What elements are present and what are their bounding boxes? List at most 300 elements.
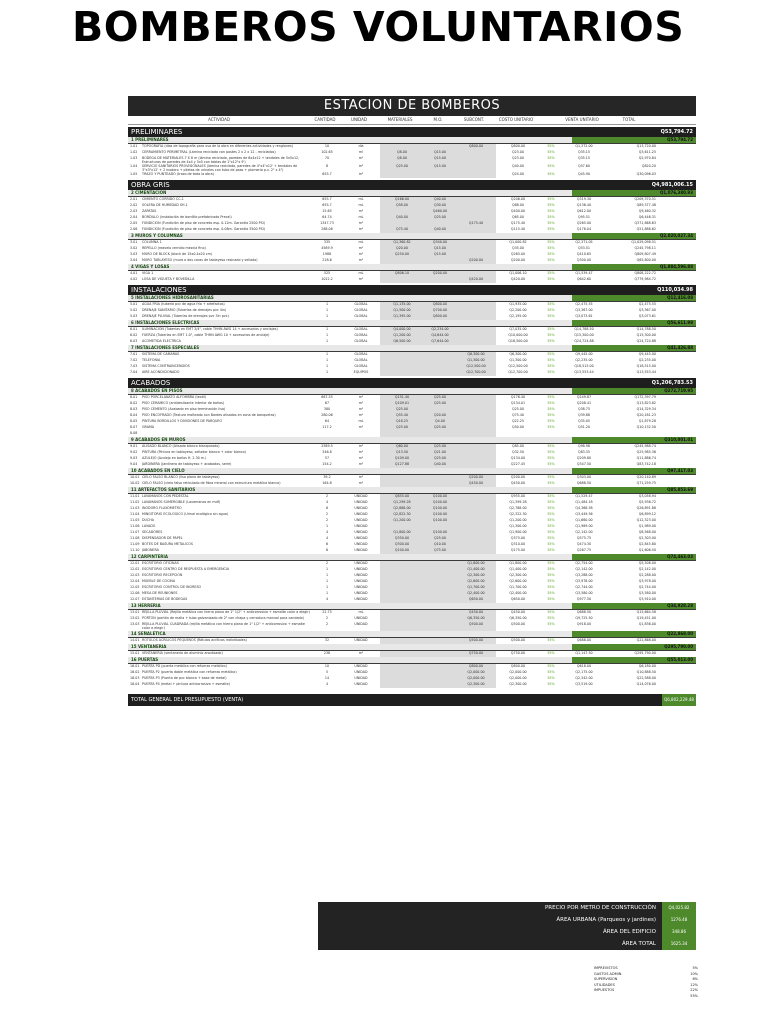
table-cell: Q13.50 xyxy=(380,450,424,456)
table-cell: Q35.15 xyxy=(577,150,591,154)
table-cell: 4.02 xyxy=(130,277,138,282)
table-cell: 55% xyxy=(547,333,555,338)
table-cell: GRAMA xyxy=(142,425,155,430)
table-cell: Q500.00 xyxy=(456,638,496,644)
table-cell: PUERTA PD (puerta metálica con refuerzo metálico) xyxy=(142,663,227,668)
table-cell: 55% xyxy=(547,364,555,369)
table-cell: Q172,397.79 xyxy=(634,395,656,400)
table-cell: Q25,985.36 xyxy=(636,450,656,455)
table-cell: Q375.00 xyxy=(510,536,526,541)
table-cell: 55% xyxy=(547,450,555,455)
table-cell: UNIDAD xyxy=(354,561,368,566)
table-cell: Q65,800.00 xyxy=(636,258,656,263)
table-cell: Q14,788.50 xyxy=(636,327,656,332)
table-cell: Q8.00 xyxy=(380,150,424,156)
table-cell: Q75.40 xyxy=(511,413,525,418)
summary-row xyxy=(318,938,696,950)
table-cell: 11.05 xyxy=(130,518,140,523)
table-cell: 55% xyxy=(547,352,555,357)
table-cell: Q151.40 xyxy=(380,395,424,401)
table-cell: Q1,935.00 xyxy=(509,302,527,307)
table-cell: Q250.00 xyxy=(380,252,424,258)
column-header: MATERIALES xyxy=(387,117,413,122)
table-cell: 9.02 xyxy=(130,450,138,455)
table-cell: 55% xyxy=(547,573,555,578)
table-cell: Q15,664.58 xyxy=(636,610,656,615)
table-cell: 55% xyxy=(547,610,555,615)
table-cell: 8 xyxy=(325,164,329,169)
table-cell: Q4,000.00 xyxy=(380,327,424,333)
table-cell: Q642.60 xyxy=(576,277,592,282)
table-cell: 288.08 xyxy=(321,227,333,232)
column-headers xyxy=(128,116,696,125)
table-cell: m³ xyxy=(358,209,364,214)
table-cell: 1.01 xyxy=(130,144,138,148)
table-cell: SISTEMA DE CAMARAS xyxy=(142,352,180,357)
section-name: OBRA GRIS xyxy=(131,181,170,190)
table-cell: Q1,700.00 xyxy=(509,585,527,590)
table-cell: Q40.00 xyxy=(511,164,525,169)
table-cell: 4 xyxy=(325,530,329,535)
table-cell: m² xyxy=(358,164,364,169)
table-cell: Q9,445.00 xyxy=(575,352,593,357)
table-cell: 7.03 xyxy=(130,364,138,369)
table-cell: UNIDAD xyxy=(354,506,368,511)
table-cell: Q65.00 xyxy=(511,215,525,220)
table-cell: 55% xyxy=(547,567,555,572)
percentage-value: 55% xyxy=(690,993,698,998)
table-cell: ESCRITORIO OFICINAS xyxy=(142,561,179,566)
table-cell: Q26,891.88 xyxy=(636,506,656,511)
table-cell: 55% xyxy=(547,240,555,245)
table-cell: 55% xyxy=(547,258,555,263)
table-cell: Q2,300.00 xyxy=(509,573,527,578)
table-cell: CIELO FALSO BLANCO (liso plano de tablayeso) xyxy=(142,475,220,480)
table-cell: Q83.35 xyxy=(577,450,591,455)
table-cell: Q420.00 xyxy=(510,277,526,282)
table-cell: 12.02 xyxy=(130,567,140,572)
table-cell: Q24.00 xyxy=(511,172,525,177)
table-cell: 8.03 xyxy=(130,407,138,412)
table-cell: Q1,300.00 xyxy=(509,524,527,529)
table-cell: Q115.40 xyxy=(510,227,526,232)
table-cell xyxy=(424,277,456,283)
table-cell: Q208.41 xyxy=(576,401,592,406)
section-name: PRELIMINARES xyxy=(131,128,183,136)
table-cell xyxy=(380,622,424,630)
table-cell xyxy=(380,370,424,376)
table-cell: 55% xyxy=(547,622,555,627)
table-cell: Q9,460.32 xyxy=(638,209,656,214)
table-cell: Q820.20 xyxy=(641,164,656,169)
table-cell xyxy=(456,156,496,164)
table-cell: 1.03 xyxy=(130,156,138,160)
grand-total-label: TOTAL GENERAL DEL PRESUPUESTO (VENTA) xyxy=(131,696,244,703)
section-total: Q53,794.72 xyxy=(660,129,693,135)
table-cell: 55% xyxy=(547,425,555,430)
table-cell: Q25.00 xyxy=(424,456,456,462)
table-cell: Q2,195.00 xyxy=(509,314,527,319)
table-cell: Q977.50 xyxy=(576,597,592,602)
table-cell: Q88.00 xyxy=(511,203,525,208)
table-cell: Q89,377.48 xyxy=(636,203,656,208)
table-cell: UNIDAD xyxy=(354,637,368,642)
subsection-total: Q85,853.69 xyxy=(572,487,696,493)
table-cell: Q5,508.00 xyxy=(638,561,656,566)
table-cell: Q2,235.00 xyxy=(638,358,656,363)
summary-row xyxy=(318,914,696,926)
table-cell: 39.2 xyxy=(323,475,331,480)
table-cell: 64.74 xyxy=(322,215,332,220)
table-cell: 5.02 xyxy=(130,308,138,313)
table-cell: Q15.00 xyxy=(424,246,456,252)
table-cell: UNIDAD xyxy=(354,500,368,505)
table-cell: CIMIENTO CORRIDO CC-1 xyxy=(142,197,184,202)
table-cell: CERRAMIENTO PERIMETRAL (Lámina reciclada con postes 2 x 2 x 12 - reciclados) xyxy=(142,150,276,154)
table-cell: Q25.00 xyxy=(424,395,456,401)
table-cell: 12.07 xyxy=(130,597,140,602)
table-cell: Q20.00 xyxy=(380,246,424,252)
table-cell: 55% xyxy=(547,524,555,529)
table-cell: 55% xyxy=(547,413,555,418)
table-cell: TOPOGRAFIA (días de topografía para uso de la obra en diferentes actividades y renglones) xyxy=(142,144,294,148)
table-cell: Q11,886.74 xyxy=(636,456,656,461)
table-cell: Q267.75 xyxy=(576,548,592,553)
percentage-value: 10% xyxy=(690,971,698,976)
table-cell: Q800.00 xyxy=(424,314,456,320)
table-cell: Q20.00 xyxy=(424,413,456,419)
table-cell: GLOBAL xyxy=(354,358,368,363)
table-cell: Q800.00 xyxy=(510,663,526,668)
table-cell: UNIDAD xyxy=(354,542,368,547)
table-cell: Q1,299.28 xyxy=(380,500,424,506)
table-cell: 7.01 xyxy=(130,352,138,357)
table-cell: Q30.00 xyxy=(424,203,456,209)
table-cell: Q25.00 xyxy=(511,407,525,412)
table-cell: 64 xyxy=(324,419,330,424)
table-cell: 164.8 xyxy=(322,481,332,486)
percentage-label: GASTOS ADMIN. xyxy=(594,971,623,976)
table-cell: Q955.00 xyxy=(510,494,526,499)
table-cell: FUNDICION (Fundición de piso de concreto esp. 0.08m. Garantía 3500 PSI) xyxy=(142,227,265,232)
table-cell: Q1,300.00 xyxy=(509,358,527,363)
table-cell: 55% xyxy=(547,302,555,307)
table-cell: 55% xyxy=(547,456,555,461)
table-cell: Q109.01 xyxy=(380,401,424,407)
table-cell: DUCHA xyxy=(142,518,154,523)
table-cell: Q2,142.00 xyxy=(638,567,656,572)
table-cell: Q95.51 xyxy=(577,215,591,220)
table-cell: 55% xyxy=(547,518,555,523)
table-cell: 55% xyxy=(547,164,555,169)
table-cell: 55% xyxy=(547,277,555,282)
table-cell: Q750.00 xyxy=(510,650,526,655)
table-cell: 55% xyxy=(547,681,555,686)
table-cell: UNIDAD xyxy=(354,579,368,584)
table-cell: Q83,742.18 xyxy=(636,462,656,467)
table-row xyxy=(128,682,696,688)
table-cell: BORDILLO (instalación de bordillo prefabricado Precal) xyxy=(142,215,232,220)
table-cell: VIGA 1 xyxy=(142,271,154,276)
table-cell: 55% xyxy=(547,475,555,480)
table-cell: VENTANERIA (ventanería de aluminio anodizado) xyxy=(142,650,223,655)
table-cell: Q3,580.00 xyxy=(575,591,593,596)
table-cell: Q1,500.00 xyxy=(380,308,424,314)
subsection-total: Q12,416.08 xyxy=(572,295,696,301)
table-cell: Q15,300.00 xyxy=(636,333,656,338)
table-cell: 5 xyxy=(325,669,329,674)
table-cell: Q7,035.00 xyxy=(509,327,527,332)
table-cell: Q23.00 xyxy=(511,150,525,154)
table-cell: 32 xyxy=(324,637,330,642)
table-cell: Q3,449.56 xyxy=(575,512,593,517)
table-cell: Q300.00 xyxy=(380,542,424,548)
table-cell: Q2,822.30 xyxy=(380,512,424,518)
table-cell: UNIDAD xyxy=(354,536,368,541)
page-title: BOMBEROS VOLUNTARIOS xyxy=(72,3,685,51)
table-cell: Q166.00 xyxy=(380,197,424,203)
table-cell: 1 xyxy=(325,308,329,313)
table-cell: UNIDAD xyxy=(354,669,368,674)
table-cell: 1.04 xyxy=(130,164,138,169)
table-cell: Q410.65 xyxy=(576,252,592,257)
table-cell: m² xyxy=(358,221,364,226)
table-cell: Q1,989.00 xyxy=(638,524,656,529)
table-cell: Q57.60 xyxy=(577,164,591,169)
percentage-value: 12% xyxy=(690,982,698,987)
table-cell: 55% xyxy=(547,663,555,668)
table-cell: UNIDAD xyxy=(354,573,368,578)
table-cell: EQUIPOS xyxy=(353,370,369,375)
table-cell: Q2,288.00 xyxy=(638,573,656,578)
table-cell: 16.04 xyxy=(130,681,140,686)
grand-total-bar xyxy=(128,694,696,706)
table-cell: 13.03 xyxy=(130,622,140,627)
table-cell: m² xyxy=(358,450,364,455)
table-cell: Q2,744.00 xyxy=(575,585,593,590)
table-cell: m² xyxy=(358,227,364,232)
table-cell: mL xyxy=(358,203,364,208)
table-cell: Q3,978.00 xyxy=(638,579,656,584)
table-cell: Q22.25 xyxy=(511,419,525,424)
summary-box xyxy=(318,902,696,950)
table-cell: Q2,234.00 xyxy=(424,327,456,333)
table-cell: 55% xyxy=(547,637,555,642)
table-cell: Q10,000.00 xyxy=(508,333,528,338)
table-cell: 10.02 xyxy=(130,481,140,486)
table-cell: 11.06 xyxy=(130,524,140,529)
summary-value: 1625.34 xyxy=(662,938,696,950)
subsection-header xyxy=(128,233,696,240)
table-cell: 55% xyxy=(547,197,555,202)
table-cell: 55% xyxy=(547,419,555,424)
table-cell: Q58.00 xyxy=(380,203,424,209)
table-cell: 12.06 xyxy=(130,591,140,596)
table-cell: ml xyxy=(358,150,364,154)
table-cell: 11.03 xyxy=(130,506,140,511)
table-cell: Q14,788.50 xyxy=(574,327,594,332)
table-cell: Q2,300.00 xyxy=(509,681,527,686)
table-cell: Q3,978.00 xyxy=(575,579,593,584)
table-cell: Q6,500.00 xyxy=(380,339,424,345)
table-cell: 380 xyxy=(323,407,331,412)
table-cell: mL xyxy=(358,197,364,202)
table-cell: mL xyxy=(358,215,364,220)
table-cell: 55% xyxy=(547,327,555,332)
table-cell: Q3,611.25 xyxy=(638,150,656,154)
table-cell: COLUMNA 1 xyxy=(142,240,162,245)
subsection-name: 5 INSTALACIONES HIDROSANITARIAS xyxy=(131,295,214,301)
table-cell: 70 xyxy=(324,156,330,160)
table-cell: 55% xyxy=(547,271,555,276)
table-cell xyxy=(424,622,456,630)
table-cell: Q2,888.00 xyxy=(380,506,424,512)
table-cell: 1012.2 xyxy=(321,277,333,282)
table-cell: Q319.30 xyxy=(576,197,592,202)
table-cell: Q25.00 xyxy=(424,215,456,221)
subsection-total: Q41,426.88 xyxy=(572,345,696,351)
table-cell: Q6,350.00 xyxy=(456,616,496,622)
table-cell: 2.02 xyxy=(130,203,138,208)
table-cell: 1347.73 xyxy=(320,221,334,226)
table-cell: 13.02 xyxy=(130,616,140,621)
subsection-total: Q1,076,380.93 xyxy=(572,190,696,196)
subsection-header xyxy=(128,603,696,610)
table-cell: 55% xyxy=(547,561,555,566)
table-cell xyxy=(380,277,424,283)
table-cell: Q500.00 xyxy=(510,622,526,627)
column-header: SUBCONT. xyxy=(463,117,485,122)
table-cell: Q700.00 xyxy=(424,308,456,314)
table-cell: Q265.00 xyxy=(576,221,592,226)
table-cell: Q2,600.00 xyxy=(509,579,527,584)
table-cell: 11.04 xyxy=(130,512,140,517)
table-cell: mL xyxy=(358,610,364,615)
table-cell: PISO CERAMICO (antideslizante interior de baños) xyxy=(142,401,225,406)
summary-label: ÁREA DEL EDIFICIO xyxy=(318,926,662,938)
subsection-total: Q74,463.03 xyxy=(572,554,696,560)
table-cell: 10 xyxy=(324,144,330,148)
table-cell: Q13,553.44 xyxy=(574,370,594,375)
table-cell: Q1,135.00 xyxy=(380,302,424,308)
table-cell: m² xyxy=(358,425,364,430)
percentage-value: 5% xyxy=(692,966,698,970)
table-cell: 1 xyxy=(325,591,329,596)
table-cell: 3.04 xyxy=(130,258,138,263)
table-cell: m² xyxy=(358,156,364,160)
table-cell: 55% xyxy=(547,358,555,363)
table-cell: Q15,300.00 xyxy=(574,333,594,338)
table-cell: Q3,519.00 xyxy=(575,681,593,686)
table-cell: Q175.40 xyxy=(456,221,496,227)
table-cell: UNIDAD xyxy=(354,567,368,572)
table-cell: Q2,400.00 xyxy=(509,591,527,596)
subsection-name: 13 HERRERIA xyxy=(131,603,161,609)
table-cell: m² xyxy=(358,172,364,177)
table-cell: MURO TABLAYESO (muro a dos caras de tablayeso resinado y sellado) xyxy=(142,258,258,263)
table-cell: ESCRITORIO RECEPCION xyxy=(142,573,183,578)
table-row xyxy=(128,156,696,164)
table-cell: Q100.00 xyxy=(380,548,424,554)
table-cell: AZULEJO (Azulejo en baños H. 2.30 m.) xyxy=(142,456,207,461)
table-cell: Q20,140.89 xyxy=(636,475,656,480)
table-cell: 6 xyxy=(325,506,329,511)
table-cell: LOSA DE VIGUETA Y BOVEDILLA xyxy=(142,277,195,282)
column-header xyxy=(538,116,560,124)
subsection-name: 12 CARPINTERIA xyxy=(131,554,168,560)
column-header: COSTO UNITARIO xyxy=(498,117,534,122)
table-cell: Q1,800.00 xyxy=(509,561,527,566)
table-cell: Q209,370.51 xyxy=(634,197,656,202)
table-cell: Q2,142.00 xyxy=(575,530,593,535)
table-cell: Q25.00 xyxy=(424,536,456,542)
table-cell: Q200.00 xyxy=(424,271,456,277)
table-cell: Q450.00 xyxy=(456,610,496,616)
table-cell: Q612.00 xyxy=(576,209,592,214)
table-cell: 14.01 xyxy=(130,637,140,642)
column-header: VENTA UNITARIO xyxy=(565,117,599,122)
subsection-header xyxy=(128,437,696,444)
table-cell: 1988 xyxy=(322,252,332,257)
table-cell: 655.7 xyxy=(322,172,332,177)
table-cell: Q1,200.00 xyxy=(509,518,527,523)
table-cell: SECADORES xyxy=(142,530,163,535)
table-cell: Q1,529.47 xyxy=(575,494,593,499)
table-cell: Q2,000.00 xyxy=(456,676,496,682)
table-cell: Q2,754.00 xyxy=(575,561,593,566)
table-cell: Q1,700.00 xyxy=(456,585,496,591)
subsection-total: Q310,001.01 xyxy=(572,437,696,443)
table-cell: Q2,400.00 xyxy=(456,591,496,597)
table-cell: GLOBAL xyxy=(354,352,368,357)
table-cell: GLOBAL xyxy=(354,327,368,332)
table-cell: Q1,484.18 xyxy=(575,500,593,505)
subsection-total: Q34,928.28 xyxy=(572,603,696,609)
table-row xyxy=(128,622,696,630)
table-cell: SOLERA DE HUMEDAD SH-1 xyxy=(142,203,188,208)
subsection-name: 8 ACABADOS EN PISOS xyxy=(131,388,183,394)
table-cell: 55% xyxy=(547,221,555,226)
table-cell: 55% xyxy=(547,530,555,535)
table-cell: Q4.00 xyxy=(424,419,456,425)
table-cell: 3.02 xyxy=(130,246,138,251)
table-cell: Q420.00 xyxy=(456,277,496,283)
table-cell: ILUMINACION (Tuberías en EMT 3/4", cable THHN AWG 14 + accesorios y anclajes) xyxy=(142,327,278,332)
table-cell: Q200.00 xyxy=(456,475,496,481)
table-cell: Q25.00 xyxy=(380,407,424,413)
table-cell: Q2,744.00 xyxy=(638,585,656,590)
table-cell: Q1,200.00 xyxy=(380,518,424,524)
subsection-name: 11 ARTEFACTOS SANITARIOS xyxy=(131,487,196,493)
table-cell: Q2,342.00 xyxy=(575,675,593,680)
table-cell: Q2,845.80 xyxy=(638,542,656,547)
table-cell: 55% xyxy=(547,395,555,400)
table-cell: 55% xyxy=(547,209,555,214)
table-cell: 55% xyxy=(547,308,555,313)
table-cell: Q39.88 xyxy=(577,413,591,418)
table-cell: Q109.00 xyxy=(380,456,424,462)
table-cell: Q1,147.50 xyxy=(575,650,593,655)
table-cell: 55% xyxy=(547,585,555,590)
table-cell: 8.04 xyxy=(130,413,138,418)
table-cell: Q1,660.00 xyxy=(575,518,593,523)
summary-value: 1276.48 xyxy=(662,914,696,926)
table-cell: 16.03 xyxy=(130,675,140,680)
table-cell: ESCRITORIO CENTRO DE RESPUESTA A EMERGENCIA xyxy=(142,567,230,572)
table-cell: 55% xyxy=(547,172,555,177)
table-cell: Q1,006.10 xyxy=(509,271,527,276)
table-cell: 8.07 xyxy=(130,425,138,430)
